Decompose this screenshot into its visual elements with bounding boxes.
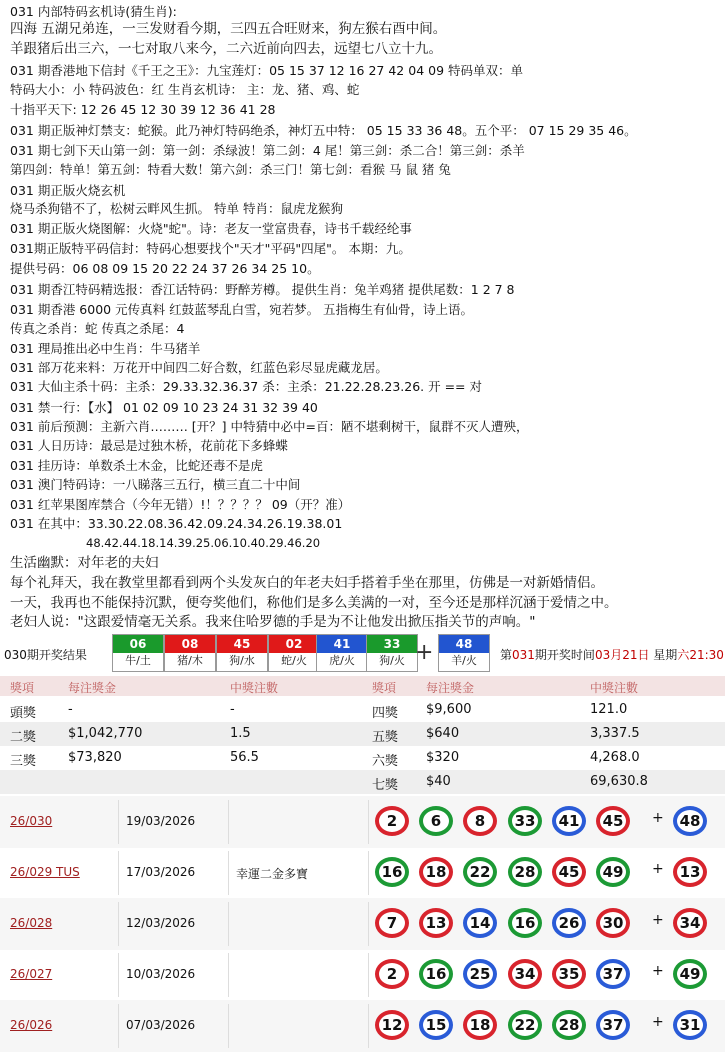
text-line: 031 部万花来料：万花开中间四二好合数，红蓝色彩尽显虎藏龙居。: [10, 360, 388, 375]
text-line: 031 红苹果图库禁合（今年无错）!！？？？？ 09（开？准）: [10, 497, 351, 512]
plus-sign: +: [652, 963, 664, 979]
history-row: [0, 898, 725, 950]
cell: $9,600: [426, 702, 472, 717]
history-ball: 25: [463, 959, 497, 989]
column-divider: [118, 851, 119, 895]
header-cell: 獎項: [10, 681, 35, 695]
column-divider: [228, 800, 229, 844]
result-ball: [164, 634, 216, 672]
cell: $73,820: [68, 750, 122, 765]
text-line: 第四剑：特单！第五剑：特看大数！第六剑：杀三门！第七剑：看猴 马 鼠 猪 兔: [10, 162, 451, 177]
history-ball: 7: [375, 908, 409, 938]
draw-result-bar: [0, 634, 725, 672]
ball-number: 33: [367, 635, 417, 653]
cell: -: [68, 702, 73, 717]
header-cell: 獎項: [372, 681, 397, 695]
text-line: 031 在其中：33.30.22.08.36.42.09.24.34.26.19.38.01: [10, 516, 343, 531]
draw-date: 07/03/2026: [126, 1018, 196, 1032]
column-divider: [118, 902, 119, 946]
ball-number: 48: [439, 635, 489, 653]
column-divider: [368, 851, 369, 895]
history-special-ball: 49: [673, 959, 707, 989]
prize-header: [0, 676, 725, 696]
plus-sign: +: [415, 640, 434, 665]
next-time: 21:30: [689, 648, 724, 662]
cell: $640: [426, 726, 460, 741]
cell: 56.5: [230, 750, 259, 765]
next-draw-info: [500, 646, 724, 663]
history-special-ball: 13: [673, 857, 707, 887]
ball-zodiac: 羊/火: [451, 654, 477, 667]
text-line: 031 期香港 6000 元传真料 红鼓蓝琴乱白雪，宛若梦。 五指梅生有仙骨，诗上语。: [10, 302, 474, 317]
history-ball: 37: [596, 1010, 630, 1040]
ball-zodiac: 狗/火: [379, 654, 405, 667]
history-row: [0, 1000, 725, 1052]
ball-number: 41: [317, 635, 367, 653]
history-ball: 33: [508, 806, 542, 836]
header-cell: 中獎注數: [590, 681, 639, 695]
draw-id-link[interactable]: 26/026: [10, 1018, 53, 1032]
history-ball: 16: [419, 959, 453, 989]
draw-note: 幸運二金多寶: [236, 867, 309, 881]
text-line: 特码大小：小 特码波色：红 生肖玄机诗： 主：龙、猪、鸡、蛇: [10, 82, 360, 97]
history-ball: 30: [596, 908, 630, 938]
history-ball: 18: [419, 857, 453, 887]
next-date: 03月21日: [594, 648, 650, 662]
cell: $320: [426, 750, 460, 765]
cell: 頭獎: [10, 706, 37, 721]
plus-sign: +: [652, 810, 664, 826]
text-line: 烧马杀狗错不了，松树云畔风生抓。 特单 特肖：鼠虎龙猴狗: [10, 201, 343, 216]
text-line: 031 前后预测：主新六肖……… [开？] 中特猜中必中=百：陋不堪剩树干，鼠群不灭人遭殃，: [10, 419, 529, 434]
history-row: [0, 796, 725, 848]
result-ball: [316, 634, 368, 672]
history-ball: 6: [419, 806, 453, 836]
draw-id-link[interactable]: 26/027: [10, 967, 53, 981]
cell: 1.5: [230, 726, 251, 741]
column-divider: [368, 800, 369, 844]
text-line: 031 期七剑下天山第一剑：第一剑：杀绿波！第二剑：4 尾！第三剑：杀二合！第三剑：杀羊: [10, 143, 525, 158]
draw-id-link[interactable]: 26/028: [10, 916, 53, 930]
column-divider: [368, 1004, 369, 1048]
cell: $40: [426, 774, 451, 789]
column-divider: [228, 902, 229, 946]
next-mid: 期开奖时间: [534, 648, 595, 662]
text-line: 031 期正版火烧玄机: [10, 183, 126, 198]
result-ball: [366, 634, 418, 672]
draw-id-link[interactable]: 26/029 TUS: [10, 865, 80, 879]
column-divider: [118, 1004, 119, 1048]
text-line: 每个礼拜天，我在教堂里都看到两个头发灰白的年老夫妇手搭着手坐在那里，仿佛是一对新婚情侣。: [10, 575, 604, 591]
text-line: 一天，我再也不能保持沉默，便夸奖他们，称他们是多么美满的一对，至今还是那样沉涵于爱情之中。: [10, 595, 618, 611]
cell: 3,337.5: [590, 726, 640, 741]
column-divider: [228, 953, 229, 997]
cell: 六獎: [372, 754, 399, 769]
ball-zodiac: 虎/火: [329, 654, 355, 667]
text-line: 031 期香江特码精选报：香江话特码：野醉芳樽。 提供生肖：兔羊鸡猪 提供尾数：1 2 7 8: [10, 282, 515, 297]
history-ball: 34: [508, 959, 542, 989]
ball-number: 06: [113, 635, 163, 653]
draw-date: 10/03/2026: [126, 967, 196, 981]
text-line: 提供号码：06 08 09 15 20 22 24 37 26 34 25 10。: [10, 261, 320, 276]
history-special-ball: 34: [673, 908, 707, 938]
text-line: 四海 五湖兄弟连，一三发财看今期，三四五合旺财来，狗左猴右酉中间。: [10, 21, 447, 37]
next-issue: 031: [512, 648, 535, 662]
draw-date: 17/03/2026: [126, 865, 196, 879]
history-ball: 8: [463, 806, 497, 836]
text-line: 传真之杀肖：蛇 传真之杀尾：4: [10, 321, 185, 336]
draw-id-link[interactable]: 26/030: [10, 814, 53, 828]
text-line: 羊跟猪后出三六，一七对取八来今，二六近前向四去，远望七八立十九。: [10, 41, 442, 57]
ball-number: 08: [165, 635, 215, 653]
history-ball: 41: [552, 806, 586, 836]
cell: 七獎: [372, 778, 399, 793]
text-line: 031 内部特码玄机诗(猜生肖):: [10, 4, 177, 19]
text-line: 十指平天下: 12 26 45 12 30 39 12 36 41 28: [10, 102, 276, 117]
text-line: 031 大仙主杀十码：主杀：29.33.32.36.37 杀：主杀：21.22.28.23.26. 开 == 对: [10, 379, 482, 394]
prize-row: [0, 698, 725, 722]
draw-date: 12/03/2026: [126, 916, 196, 930]
text-line: 031 期香港地下信封《千王之王》：九宝莲灯：05 15 37 12 16 27 42 04 09 特码单双：单: [10, 63, 523, 78]
cell: 二獎: [10, 730, 37, 745]
history-ball: 15: [419, 1010, 453, 1040]
result-ball: [268, 634, 320, 672]
text-line: 48.42.44.18.14.39.25.06.10.40.29.46.20: [86, 536, 321, 550]
history-ball: 22: [463, 857, 497, 887]
draw-date: 19/03/2026: [126, 814, 196, 828]
ball-number: 02: [269, 635, 319, 653]
history-ball: 16: [508, 908, 542, 938]
cell: 四獎: [372, 706, 399, 721]
cell: 三獎: [10, 754, 37, 769]
text-line: 031 禁一行：【水】 01 02 09 10 23 24 31 32 39 40: [10, 400, 318, 415]
cell: $1,042,770: [68, 726, 143, 741]
prize-table: [0, 676, 725, 794]
header-cell: 中獎注數: [230, 681, 279, 695]
cell: 五獎: [372, 730, 399, 745]
history-ball: 49: [596, 857, 630, 887]
prize-row: [0, 770, 725, 794]
history-ball: 37: [596, 959, 630, 989]
result-ball: [112, 634, 164, 672]
column-divider: [228, 1004, 229, 1048]
history-ball: 45: [596, 806, 630, 836]
plus-sign: +: [652, 1014, 664, 1030]
text-line: 031 澳门特码诗：一八睇落三五行，横三直二十中间: [10, 477, 301, 492]
result-ball: [216, 634, 268, 672]
history-special-ball: 48: [673, 806, 707, 836]
next-week: 星期: [649, 648, 678, 662]
ball-zodiac: 狗/水: [229, 654, 255, 667]
ball-zodiac: 牛/土: [125, 654, 151, 667]
history-ball: 35: [552, 959, 586, 989]
plus-sign: +: [652, 912, 664, 928]
history-ball: 2: [375, 959, 409, 989]
special-ball: [438, 634, 490, 672]
text-line: 031 期正版火烧图解：火烧"蛇"。诗：老友一堂富贵春，诗书千载经纶事: [10, 221, 412, 236]
cell: -: [230, 702, 235, 717]
cell: 4,268.0: [590, 750, 640, 765]
text-line: 031 人日历诗：最忌是过独木桥，花前花下多蜂蝶: [10, 438, 288, 453]
history-ball: 45: [552, 857, 586, 887]
result-label: 030期开奖结果: [4, 648, 87, 662]
history-ball: 16: [375, 857, 409, 887]
history-ball: 22: [508, 1010, 542, 1040]
history-ball: 13: [419, 908, 453, 938]
history-ball: 14: [463, 908, 497, 938]
text-line: 031 理局推出必中生肖：牛马猪羊: [10, 341, 201, 356]
next-prefix: 第: [500, 648, 513, 662]
prize-row: [0, 722, 725, 746]
column-divider: [368, 902, 369, 946]
text-line: 生活幽默：对年老的夫妇: [10, 555, 159, 571]
header-cell: 每注獎金: [68, 681, 117, 695]
history-ball: 28: [552, 1010, 586, 1040]
history-ball: 12: [375, 1010, 409, 1040]
ball-zodiac: 蛇/火: [281, 654, 307, 667]
column-divider: [228, 851, 229, 895]
header-cell: 每注獎金: [426, 681, 475, 695]
history-special-ball: 31: [673, 1010, 707, 1040]
prize-row: [0, 746, 725, 770]
cell: 69,630.8: [590, 774, 648, 789]
text-line: 031 期正版神灯禁支：蛇猴。此乃神灯特码绝杀，神灯五中特： 05 15 33 36 48。五个平： 07 15 29 35 46。: [10, 123, 637, 138]
column-divider: [368, 953, 369, 997]
text-line: 031期正版特平码信封：特码心想要找个"天才"平码"四尾"。 本期：九。: [10, 241, 411, 256]
history-row: [0, 949, 725, 1001]
history-ball: 26: [552, 908, 586, 938]
text-line: 031 挂历诗：单数杀土木金，比蛇还毒不是虎: [10, 458, 263, 473]
next-day: 六: [677, 648, 690, 662]
history-ball: 28: [508, 857, 542, 887]
ball-number: 45: [217, 635, 267, 653]
cell: 121.0: [590, 702, 628, 717]
ball-zodiac: 猪/木: [177, 654, 203, 667]
history-ball: 2: [375, 806, 409, 836]
column-divider: [118, 953, 119, 997]
history-row: [0, 847, 725, 899]
text-line: 老妇人说："这跟爱情毫无关系。我来住哈罗德的手是为不让他发出掀压指关节的声响。": [10, 614, 536, 630]
column-divider: [118, 800, 119, 844]
history-ball: 18: [463, 1010, 497, 1040]
plus-sign: +: [652, 861, 664, 877]
